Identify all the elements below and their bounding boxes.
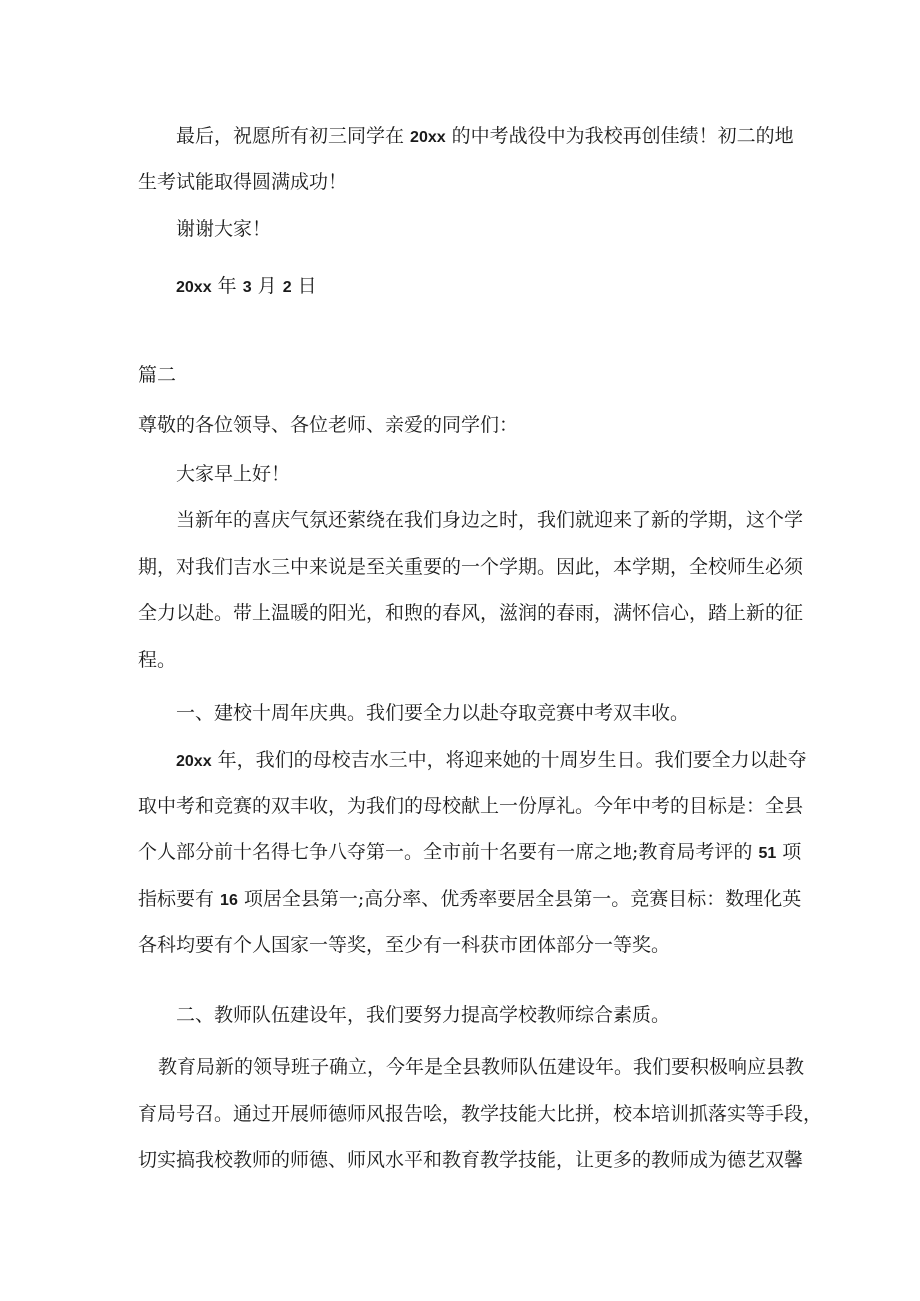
paragraph-2-line-4: 指标要有 16 项居全县第一;高分率、优秀率要居全县第一。竞赛目标：数理化英 [138, 888, 802, 910]
inline-number: 51 [758, 845, 777, 862]
paragraph-3-line-2: 育局号召。通过开展师德师风报告哙，教学技能大比拼，校本培训抓落实等手段， [138, 1103, 823, 1125]
closing-line-1: 最后，祝愿所有初三同学在 20xx 的中考战役中为我校再创佳绩！初二的地 [176, 125, 794, 147]
closing-line-2: 生考试能取得圆满成功！ [138, 171, 348, 193]
paragraph-1-line-3: 全力以赴。带上温暖的阳光，和煦的春风，滋润的春雨，满怀信心，踏上新的征 [138, 602, 804, 624]
paragraph-2-line-1: 20xx 年，我们的母校吉水三中，将迎来她的十周岁生日。我们要全力以赴夺 [176, 749, 807, 771]
point-1-title: 一、建校十周年庆典。我们要全力以赴夺取竞赛中考双丰收。 [176, 702, 690, 724]
inline-number: 2 [282, 279, 292, 296]
paragraph-2-line-3: 个人部分前十名得七争八夺第一。全市前十名要有一席之地;教育局考评的 51 项 [138, 841, 802, 863]
paragraph-3-line-1: 教育局新的领导班子确立，今年是全县教师队伍建设年。我们要积极响应县教 [158, 1056, 805, 1078]
paragraph-2-line-5: 各科均要有个人国家一等奖，至少有一科获市团体部分一等奖。 [138, 934, 671, 956]
inline-number: 20xx [176, 753, 212, 770]
section-heading: 篇二 [138, 364, 177, 386]
greeting: 大家早上好！ [176, 463, 291, 485]
inline-number: 20xx [176, 279, 212, 296]
paragraph-1-line-2: 期，对我们吉水三中来说是至关重要的一个学期。因此，本学期，全校师生必须 [138, 556, 804, 578]
inline-number: 20xx [410, 129, 446, 146]
paragraph-2-line-2: 取中考和竞赛的双丰收，为我们的母校献上一份厚礼。今年中考的目标是：全县 [138, 795, 804, 817]
paragraph-1-line-1: 当新年的喜庆气氛还萦绕在我们身边之时，我们就迎来了新的学期，这个学 [176, 509, 804, 531]
date-line: 20xx 年 3 月 2 日 [176, 275, 317, 297]
inline-number: 16 [220, 892, 238, 909]
point-2-title: 二、教师队伍建设年，我们要努力提高学校教师综合素质。 [176, 1004, 671, 1026]
paragraph-3-line-3: 切实搞我校教师的师德、师风水平和教育教学技能，让更多的教师成为德艺双馨 [138, 1149, 804, 1171]
paragraph-1-line-4: 程。 [138, 649, 177, 671]
inline-number: 3 [242, 279, 252, 296]
thanks-line: 谢谢大家！ [176, 218, 272, 240]
salutation: 尊敬的各位领导、各位老师、亲爱的同学们： [138, 414, 519, 436]
